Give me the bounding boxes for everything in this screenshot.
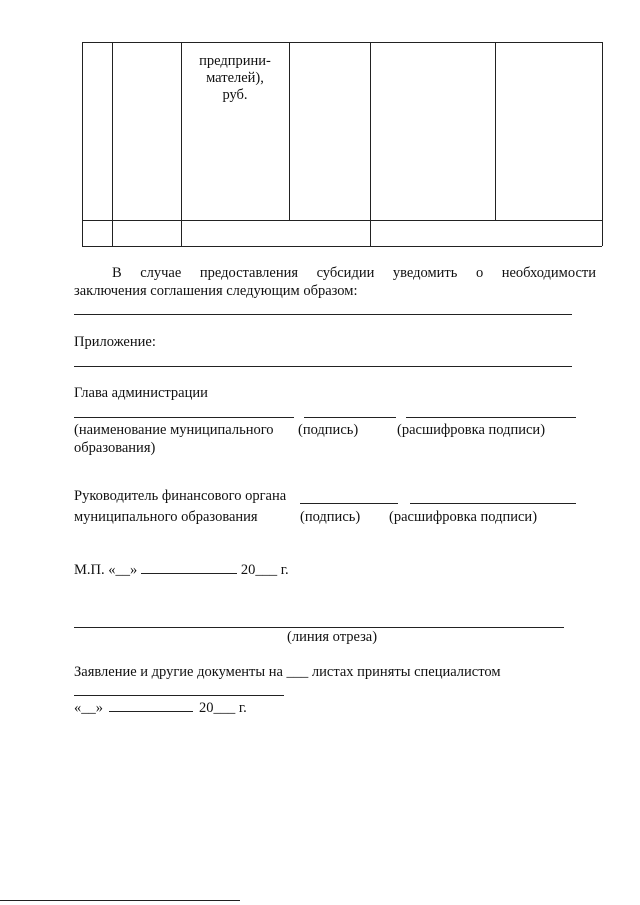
table-col-border bbox=[602, 42, 603, 246]
cut-line bbox=[74, 627, 564, 628]
table-top-border bbox=[82, 42, 602, 43]
head-caption-name-line2: образования) bbox=[74, 440, 156, 456]
notice-word: необходимости bbox=[501, 265, 596, 281]
table-bottom-border bbox=[82, 246, 602, 247]
receipt-date bbox=[74, 699, 247, 717]
receipt-date-prefix: «__» bbox=[74, 700, 103, 716]
attachment-fill-line bbox=[74, 366, 572, 367]
cut-label: (линия отреза) bbox=[287, 629, 378, 645]
stamp-date-blank bbox=[141, 561, 237, 574]
receipt-date-blank bbox=[109, 699, 193, 712]
notice-word: случае bbox=[140, 265, 182, 281]
table-header-line: руб. bbox=[222, 87, 248, 103]
head-decoding-line bbox=[406, 417, 576, 418]
receipt-year: 20___ г. bbox=[199, 700, 247, 716]
finance-title-line2: муниципального образования bbox=[74, 509, 258, 525]
table-header-cell bbox=[181, 53, 289, 104]
finance-caption-decoding: (расшифровка подписи) bbox=[389, 509, 538, 525]
finance-decoding-line bbox=[410, 503, 576, 504]
stamp-prefix: М.П. «__» bbox=[74, 562, 141, 578]
finance-caption-signature: (подпись) bbox=[300, 509, 361, 525]
head-caption-name: (наименование муниципального bbox=[74, 422, 274, 438]
table-row-divider bbox=[82, 220, 602, 221]
notice-line-1 bbox=[74, 265, 596, 282]
table-col-border bbox=[82, 42, 83, 246]
head-signature-line bbox=[304, 417, 396, 418]
table-col-border bbox=[495, 42, 496, 220]
footnote-separator bbox=[0, 900, 240, 901]
finance-title-line1: Руководитель финансового органа bbox=[74, 488, 287, 504]
receipt-specialist-line bbox=[74, 695, 284, 696]
table-col-border bbox=[289, 42, 290, 220]
head-name-line bbox=[74, 417, 294, 418]
stamp-line bbox=[74, 561, 289, 579]
table-header-line: предприни- bbox=[199, 53, 271, 69]
notice-line-2: заключения соглашения следующим образом: bbox=[74, 283, 358, 299]
table-header-line: мателей), bbox=[206, 70, 264, 86]
attachment-label: Приложение: bbox=[74, 334, 156, 350]
notice-word: уведомить bbox=[392, 265, 458, 281]
head-caption-signature: (подпись) bbox=[298, 422, 359, 438]
notice-word: субсидии bbox=[316, 265, 375, 281]
notice-word: о bbox=[475, 265, 484, 281]
notice-word: В bbox=[112, 265, 122, 281]
table-col-border bbox=[370, 42, 371, 246]
stamp-year: 20___ г. bbox=[240, 562, 289, 578]
head-caption-decoding: (расшифровка подписи) bbox=[397, 422, 546, 438]
notice-fill-line bbox=[74, 314, 572, 315]
table-col-border bbox=[112, 42, 113, 246]
notice-word: предоставления bbox=[199, 265, 299, 281]
head-title: Глава администрации bbox=[74, 385, 208, 401]
finance-signature-line bbox=[300, 503, 398, 504]
receipt-line1: Заявление и другие документы на ___ листах приняты специалистом bbox=[74, 664, 501, 680]
